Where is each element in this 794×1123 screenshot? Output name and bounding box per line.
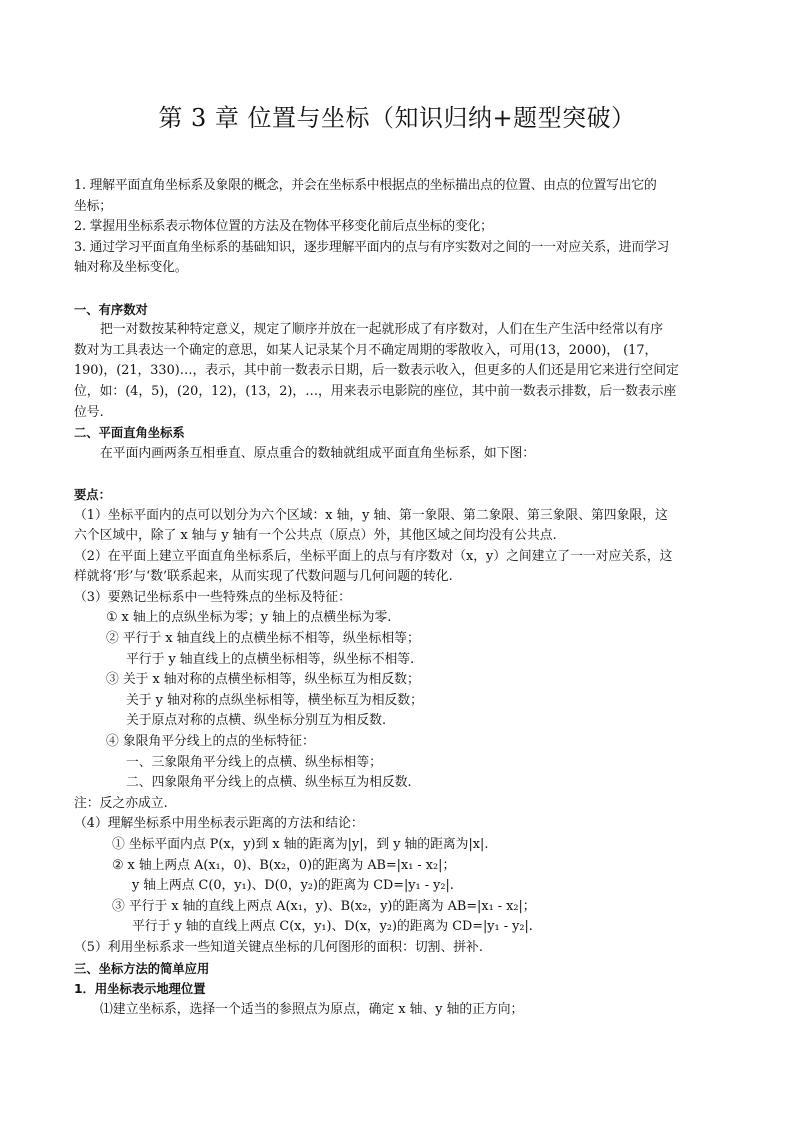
text-line: 平行于 y 轴的直线上两点 C(x，y₁)、D(x，y₂)的距离为 CD=|y₁ - y₂|. (132, 919, 533, 935)
page-title: 第 3 章 位置与坐标（知识归纳+题型突破） (158, 104, 636, 132)
text-line: ③ 关于 x 轴对称的点横坐标相等，纵坐标互为相反数； (106, 672, 420, 688)
text-line: 平行于 y 轴直线上的点横坐标相等，纵坐标不相等. (126, 651, 415, 667)
text-line: 二、四象限角平分线上的点横、纵坐标互为相反数. (126, 775, 412, 791)
text-line: ③ 平行于 x 轴的直线上两点 A(x₁，y)、B(x₂，y)的距离为 AB=|x₁ - x₂|； (112, 898, 536, 914)
text-line: 把一对数按某种特定意义，规定了顺序并放在一起就形成了有序数对，人们在生产生活中经常以有序 (100, 322, 664, 338)
section-heading: 1．用坐标表示地理位置 (74, 982, 206, 997)
text-line: 数对为工具表达一个确定的意思，如某人记录某个月不确定周期的零散收入，可用(13，2000)， (17， (74, 342, 658, 358)
text-line: （5）利用坐标系求一些知道关键点坐标的几何图形的面积：切割、拼补. (74, 939, 483, 955)
text-line: ① x 轴上的点纵坐标为零；y 轴上的点横坐标为零. (106, 610, 392, 626)
text-line: 在平面内画两条互相垂直、原点重合的数轴就组成平面直角坐标系，如下图： (100, 445, 536, 461)
text-line: 注：反之亦成立. (74, 795, 168, 811)
text-line: 一、三象限角平分线上的点横、纵坐标相等； (126, 754, 382, 770)
section-heading: 一、有序数对 (74, 302, 148, 317)
text-line: 坐标； (74, 198, 112, 214)
document-body (74, 176, 724, 1020)
text-line: （3）要熟记坐标系中一些特殊点的坐标及特征： (74, 589, 351, 605)
text-line: 轴对称及坐标变化。 (74, 260, 188, 276)
text-line: 2. 掌握用坐标系表示物体位置的方法及在物体平移变化前后点坐标的变化； (74, 219, 493, 235)
text-line: 六个区域中，除了 x 轴与 y 轴有一个公共点（原点）外，其他区域之间均没有公共点. (74, 528, 557, 544)
text-line: （4）理解坐标系中用坐标表示距离的方法和结论： (74, 816, 364, 832)
text-line: （2）在平面上建立平面直角坐标系后，坐标平面上的点与有序数对（x，y）之间建立了一一对应关系，这 (74, 548, 673, 564)
text-line: ⑴建立坐标系，选择一个适当的参照点为原点，确定 x 轴、y 轴的正方向； (100, 1001, 524, 1017)
text-line: ② x 轴上两点 A(x₁，0)、B(x₂，0)的距离为 AB=|x₁ - x₂|； (112, 857, 456, 873)
text-line: 位号. (74, 404, 104, 420)
text-line: 样就将‘形’与‘数’联系起来，从而实现了代数问题与几何问题的转化. (74, 569, 453, 585)
text-line: ④ 象限角平分线上的点的坐标特征： (106, 734, 315, 750)
text-line: 关于 y 轴对称的点纵坐标相等，横坐标互为相反数； (126, 692, 423, 708)
text-line: y 轴上两点 C(0，y₁)、D(0，y₂)的距离为 CD=|y₁ - y₂|. (132, 878, 454, 894)
section-heading: 二、平面直角坐标系 (74, 426, 185, 441)
text-line: 1. 理解平面直角坐标系及象限的概念，并会在坐标系中根据点的坐标描出点的位置、由点的位置写出它的 (74, 178, 657, 193)
text-line: 3. 通过学习平面直角坐标系的基础知识，逐步理解平面内的点与有序实数对之间的一一对应关系，进而学习 (74, 239, 670, 255)
text-line: 190)，(21，330)…，表示，其中前一数表示日期，后一数表示收入，但更多的人们还是用它来进行空间定 (74, 363, 679, 379)
section-heading: 三、坐标方法的简单应用 (74, 961, 210, 976)
blank-line (74, 279, 724, 300)
text-line: ① 坐标平面内点 P(x，y)到 x 轴的距离为|y|，到 y 轴的距离为|x|. (112, 837, 489, 852)
text-line: ② 平行于 x 轴直线上的点横坐标不相等，纵坐标相等； (106, 631, 420, 647)
blank-line (74, 464, 724, 485)
text-line: （1）坐标平面内的点可以划分为六个区域：x 轴，y 轴、第一象限、第二象限、第三象限、第四象限，这 (74, 507, 668, 523)
text-line: 关于原点对称的点横、纵坐标分别互为相反数. (126, 713, 387, 729)
text-line: 位，如：(4，5)，(20，12)，(13，2)，…，用来表示电影院的座位，其中前一数表示排数，后一数表示座 (74, 383, 677, 399)
section-heading: 要点： (74, 487, 111, 502)
